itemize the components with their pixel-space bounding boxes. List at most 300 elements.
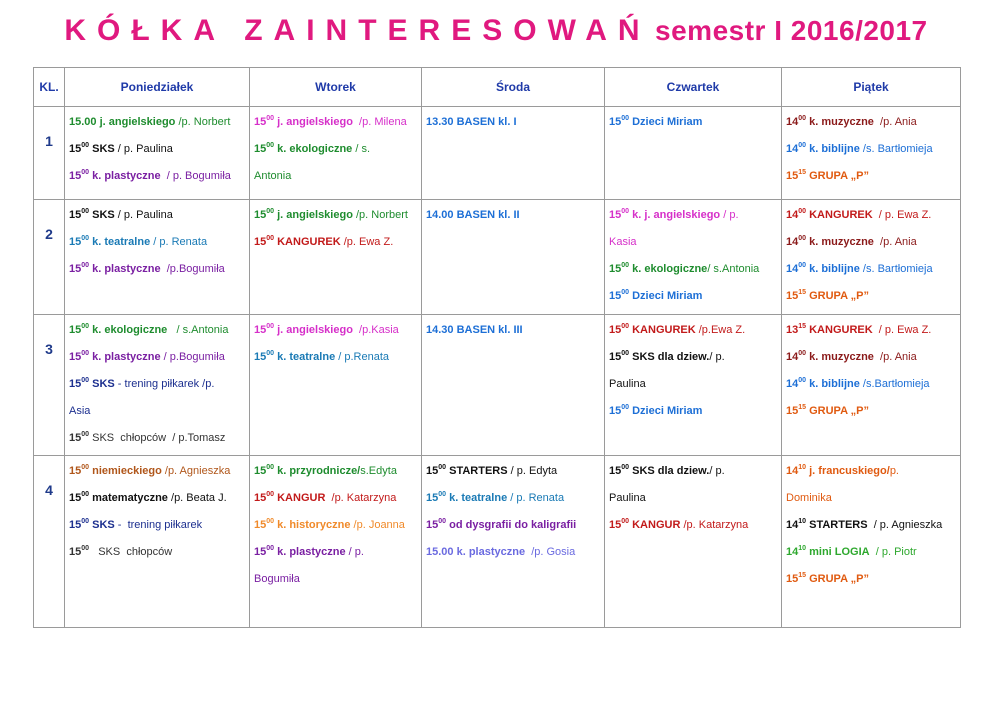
activity-teacher: p. Renata — [156, 236, 208, 248]
class-number: 4 — [45, 482, 53, 498]
activity-name: j. angielskiego — [277, 209, 353, 221]
activity-entry — [605, 344, 781, 371]
activity-time-minutes: 00 — [621, 323, 630, 330]
class-cell — [34, 200, 65, 315]
activity-teacher: p. Ewa Z. — [881, 324, 932, 336]
activity-time-minutes: 00 — [266, 115, 275, 122]
activity-name: k. teatralne — [92, 236, 151, 248]
activity-time: 15 — [69, 432, 82, 444]
activity-time-minutes: 00 — [438, 464, 447, 471]
activity-teacher: p. Joanna — [356, 519, 405, 531]
activity-teacher: p. Piotr — [878, 546, 917, 558]
activity-name: STARTERS — [449, 465, 508, 477]
schedule-cell — [782, 315, 961, 456]
activity-time: 15 — [609, 465, 622, 477]
activity-separator: / — [873, 351, 884, 363]
schedule-table — [33, 67, 961, 628]
activity-entry — [422, 512, 604, 539]
activity-time-minutes: 00 — [266, 208, 275, 215]
activity-teacher: s. Bartłomieja — [865, 263, 933, 275]
activity-time-minutes: 00 — [621, 518, 630, 525]
activity-separator: / — [114, 209, 121, 221]
activity-time: 15 — [254, 324, 267, 336]
activity-name: SKS — [92, 519, 115, 531]
activity-teacher: chłopców — [120, 546, 173, 558]
activity-entry — [605, 109, 781, 136]
activity-time: 15 — [254, 143, 267, 155]
activity-teacher: trening piłkarek — [121, 519, 203, 531]
activity-name: SKS dla dziew. — [632, 465, 710, 477]
activity-entry — [250, 566, 421, 593]
activity-name: k. ekologiczne — [92, 324, 168, 336]
activity-teacher: p.Kasia — [362, 324, 399, 336]
activity-separator: / — [345, 546, 352, 558]
activity-separator: / — [160, 170, 170, 182]
activity-time-minutes: 10 — [798, 518, 807, 525]
activity-entry — [782, 229, 960, 256]
activity-separator: / — [167, 492, 175, 504]
activity-time: 15 — [254, 492, 267, 504]
activity-time-minutes: 00 — [798, 235, 807, 242]
header-day: Wtorek — [250, 68, 422, 107]
activity-entry — [422, 202, 604, 229]
activity-name: k. plastyczne — [92, 263, 161, 275]
activity-teacher: p. Bogumiła — [169, 170, 231, 182]
activity-time-minutes: 15 — [798, 289, 807, 296]
activity-name: SKS — [92, 143, 115, 155]
activity-time-minutes: 00 — [798, 115, 807, 122]
activity-time: 15 — [254, 519, 267, 531]
activity-entry — [422, 317, 604, 344]
activity-name: KANGUREK — [277, 236, 341, 248]
activity-time: 14 — [786, 236, 799, 248]
activity-name: k. plastyczne — [92, 351, 161, 363]
activity-name: GRUPA „P” — [809, 290, 870, 302]
activity-time-minutes: 00 — [81, 235, 90, 242]
activity-entry — [605, 485, 781, 512]
activity-time: 14.30 — [426, 324, 454, 336]
header-day: Środa — [422, 68, 605, 107]
activity-separator: / — [325, 492, 335, 504]
activity-teacher: p. Norbert — [359, 209, 408, 221]
activity-time: 15 — [69, 263, 82, 275]
activity-name: KANGUREK — [632, 324, 696, 336]
activity-name: k. historyczne — [277, 519, 351, 531]
activity-entry — [65, 344, 249, 371]
activity-entry — [65, 202, 249, 229]
activity-name: KANGUREK — [809, 324, 873, 336]
activity-time: 15 — [69, 351, 82, 363]
activity-name: Dzieci Miriam — [632, 116, 703, 128]
activity-entry — [65, 256, 249, 283]
activity-entry — [605, 458, 781, 485]
activity-name: SKS — [92, 209, 115, 221]
schedule-cell — [65, 315, 250, 456]
activity-name: k. teatralne — [277, 351, 336, 363]
activity-entry — [605, 398, 781, 425]
activity-time: 15 — [254, 351, 267, 363]
activity-teacher: s.Edyta — [360, 465, 397, 477]
activity-time: 14 — [786, 116, 799, 128]
activity-teacher: s.Antonia — [710, 263, 760, 275]
activity-entry — [65, 539, 249, 566]
schedule-row — [34, 315, 961, 456]
page-title — [0, 14, 992, 48]
activity-time: 14 — [786, 263, 799, 275]
activity-time: 15 — [609, 290, 622, 302]
activity-separator: / — [859, 143, 866, 155]
activity-entry — [782, 458, 960, 485]
activity-entry — [782, 344, 960, 371]
activity-teacher: p. Beata J. — [174, 492, 227, 504]
activity-separator: / — [709, 465, 713, 477]
header-row — [34, 68, 961, 107]
activity-entry — [782, 539, 960, 566]
activity-time: 15 — [69, 170, 82, 182]
activity-teacher: Paulina — [609, 492, 646, 504]
activity-name: STARTERS — [809, 519, 868, 531]
activity-name: mini LOGIA — [809, 546, 870, 558]
activity-teacher: p. — [712, 465, 725, 477]
schedule-row — [34, 456, 961, 628]
activity-time: 14.00 — [426, 209, 454, 221]
activity-time: 14 — [786, 209, 799, 221]
schedule-cell — [250, 315, 422, 456]
activity-entry — [250, 344, 421, 371]
activity-time: 15 — [786, 290, 799, 302]
activity-name: matematyczne — [92, 492, 168, 504]
activity-time-minutes: 00 — [81, 377, 90, 384]
activity-entry — [65, 371, 249, 398]
schedule-cell — [250, 107, 422, 200]
activity-name: k. j. angielskiego — [632, 209, 721, 221]
activity-time-minutes: 00 — [266, 350, 275, 357]
activity-time: 15 — [69, 492, 82, 504]
activity-name: KANGUR — [632, 519, 681, 531]
activity-entry — [250, 163, 421, 190]
activity-name: k. plastyczne — [456, 546, 526, 558]
activity-entry — [65, 485, 249, 512]
activity-entry — [782, 109, 960, 136]
activity-name: j. angielskiego — [277, 116, 353, 128]
activity-time: 15 — [254, 465, 267, 477]
activity-separator: / — [150, 236, 157, 248]
schedule-cell — [605, 315, 782, 456]
activity-separator: / — [352, 116, 363, 128]
schedule-cell — [782, 200, 961, 315]
activity-name: j. francuskiego/ — [809, 465, 890, 477]
activity-teacher: p. — [726, 209, 739, 221]
activity-time: 15 — [69, 143, 82, 155]
class-cell — [34, 456, 65, 628]
activity-separator: / — [873, 236, 884, 248]
activity-name: k. ekologiczne — [277, 143, 353, 155]
schedule-cell — [422, 315, 605, 456]
activity-time: 15 — [254, 209, 267, 221]
activity-time-minutes: 00 — [266, 235, 275, 242]
activity-time-minutes: 00 — [81, 323, 90, 330]
activity-entry — [782, 256, 960, 283]
activity-entry — [782, 163, 960, 190]
activity-teacher: Antonia — [254, 170, 292, 182]
activity-time: 15 — [609, 351, 622, 363]
activity-entry — [782, 371, 960, 398]
activity-entry — [782, 485, 960, 512]
activity-separator: / — [872, 209, 882, 221]
activity-separator: / — [352, 324, 363, 336]
schedule-row — [34, 200, 961, 315]
activity-time-minutes: 00 — [621, 262, 630, 269]
activity-teacher: p. Gosia — [534, 546, 576, 558]
activity-time: 14 — [786, 519, 799, 531]
activity-time-minutes: 00 — [266, 491, 275, 498]
activity-time: 15 — [254, 116, 267, 128]
activity-separator: / — [873, 116, 884, 128]
activity-time-minutes: 00 — [81, 518, 90, 525]
activity-separator: SKS — [92, 432, 115, 444]
activity-entry — [605, 371, 781, 398]
activity-name: SKS — [92, 378, 115, 390]
activity-separator: / — [867, 519, 877, 531]
activity-separator: / — [175, 116, 182, 128]
activity-entry — [250, 202, 421, 229]
activity-entry — [250, 229, 421, 256]
activity-teacher: p. — [712, 351, 725, 363]
activity-time: 13.30 — [426, 116, 454, 128]
activity-teacher: s. Bartłomieja — [865, 143, 933, 155]
activity-entry — [605, 202, 781, 229]
activity-entry — [65, 512, 249, 539]
schedule-cell — [605, 456, 782, 628]
activity-entry — [605, 317, 781, 344]
activity-time: 15 — [69, 378, 82, 390]
activity-teacher: Kasia — [609, 236, 637, 248]
activity-teacher: p.Ewa Z. — [701, 324, 746, 336]
activity-teacher: p. Ania — [883, 351, 917, 363]
activity-time-minutes: 00 — [266, 142, 275, 149]
activity-separator: / — [160, 351, 167, 363]
activity-time-minutes: 00 — [81, 545, 90, 552]
activity-teacher: Asia — [69, 405, 91, 417]
activity-time: 15.00 — [69, 116, 97, 128]
activity-name: k. muzyczne — [809, 116, 874, 128]
activity-time-minutes: 00 — [266, 464, 275, 471]
schedule-row — [34, 107, 961, 200]
activity-time: 15 — [609, 116, 622, 128]
activity-time-minutes: 00 — [81, 142, 90, 149]
activity-name: k. przyrodnicze/ — [277, 465, 361, 477]
activity-time-minutes: 00 — [798, 208, 807, 215]
activity-time-minutes: 10 — [798, 545, 807, 552]
activity-time: 15.00 — [426, 546, 454, 558]
activity-name: od dysgrafii do kaligrafii — [449, 519, 577, 531]
activity-time-minutes: 00 — [266, 545, 275, 552]
activity-time: 14 — [786, 378, 799, 390]
activity-teacher: trening piłkarek /p. — [121, 378, 215, 390]
activity-time: 15 — [69, 236, 82, 248]
activity-time-minutes: 00 — [621, 404, 630, 411]
activity-entry — [65, 458, 249, 485]
activity-name: KANGUREK — [809, 209, 873, 221]
activity-name: SKS dla dziew. — [632, 351, 710, 363]
schedule-cell — [422, 200, 605, 315]
schedule-cell — [65, 200, 250, 315]
activity-teacher: p. Paulina — [120, 143, 173, 155]
activity-separator: - — [114, 519, 122, 531]
activity-time: 14 — [786, 143, 799, 155]
activity-separator: / — [114, 143, 121, 155]
activity-separator: / — [525, 546, 535, 558]
activity-time: 15 — [609, 519, 622, 531]
activity-teacher: p. Katarzyna — [686, 519, 749, 531]
activity-time-minutes: 00 — [81, 208, 90, 215]
activity-teacher: s.Bartłomieja — [865, 378, 930, 390]
activity-entry — [605, 256, 781, 283]
activity-name: j. angielskiego — [99, 116, 176, 128]
title-main: KÓŁKA ZAINTERESOWAŃ — [64, 14, 651, 47]
activity-entry — [65, 229, 249, 256]
activity-time-minutes: 00 — [621, 350, 630, 357]
activity-separator: / — [160, 263, 170, 275]
activity-teacher: Bogumiła — [254, 573, 300, 585]
activity-time: 15 — [426, 492, 439, 504]
activity-name: BASEN kl. III — [456, 324, 523, 336]
activity-time: 15 — [786, 170, 799, 182]
activity-name: niemieckiego — [92, 465, 162, 477]
activity-entry — [65, 398, 249, 425]
activity-teacher: p. Paulina — [120, 209, 173, 221]
activity-separator: / — [350, 519, 357, 531]
schedule-cell — [422, 456, 605, 628]
activity-teacher: p. — [351, 546, 364, 558]
activity-entry — [65, 425, 249, 452]
activity-entry — [250, 539, 421, 566]
activity-entry — [250, 458, 421, 485]
activity-teacher: p.Renata — [341, 351, 390, 363]
activity-separator: / — [167, 324, 180, 336]
schedule-cell — [250, 456, 422, 628]
activity-time-minutes: 00 — [81, 464, 90, 471]
activity-separator: / — [859, 378, 866, 390]
activity-teacher: p. Renata — [513, 492, 565, 504]
schedule-cell — [605, 107, 782, 200]
activity-time-minutes: 00 — [621, 115, 630, 122]
activity-time-minutes: 10 — [798, 464, 807, 471]
activity-name: k. plastyczne — [92, 170, 161, 182]
activity-time-minutes: 00 — [798, 262, 807, 269]
activity-time: 15 — [609, 263, 622, 275]
activity-teacher: p. Ania — [883, 116, 917, 128]
class-number: 2 — [45, 226, 53, 242]
activity-name: k. muzyczne — [809, 351, 874, 363]
activity-time-minutes: 00 — [81, 431, 90, 438]
activity-time: 14 — [786, 546, 799, 558]
activity-time: 15 — [786, 405, 799, 417]
activity-time-minutes: 15 — [798, 404, 807, 411]
activity-entry — [65, 136, 249, 163]
activity-entry — [250, 136, 421, 163]
activity-name: k. biblijne — [809, 143, 860, 155]
activity-separator: / — [335, 351, 342, 363]
activity-separator: / — [707, 263, 711, 275]
activity-entry — [65, 317, 249, 344]
class-number: 1 — [45, 133, 53, 149]
activity-entry — [782, 202, 960, 229]
class-number: 3 — [45, 341, 53, 357]
class-cell — [34, 315, 65, 456]
activity-time-minutes: 00 — [621, 289, 630, 296]
activity-separator: / — [161, 465, 168, 477]
activity-entry — [422, 485, 604, 512]
header-day: Czwartek — [605, 68, 782, 107]
activity-entry — [605, 283, 781, 310]
activity-entry — [782, 317, 960, 344]
activity-entry — [250, 485, 421, 512]
activity-time: 15 — [69, 324, 82, 336]
activity-name: k. plastyczne — [277, 546, 346, 558]
activity-separator: / — [507, 492, 514, 504]
activity-time-minutes: 00 — [438, 518, 447, 525]
activity-entry — [250, 109, 421, 136]
activity-separator: / — [340, 236, 347, 248]
schedule-cell — [250, 200, 422, 315]
schedule-cell — [422, 107, 605, 200]
activity-entry — [422, 458, 604, 485]
activity-name: GRUPA „P” — [809, 405, 870, 417]
activity-teacher: p. Ania — [883, 236, 917, 248]
activity-teacher: Paulina — [609, 378, 646, 390]
activity-time-minutes: 00 — [266, 518, 275, 525]
activity-time: 15 — [609, 405, 622, 417]
activity-time: 15 — [69, 519, 82, 531]
activity-time: 15 — [786, 573, 799, 585]
activity-time-minutes: 00 — [798, 350, 807, 357]
activity-time: 15 — [426, 465, 439, 477]
activity-teacher: chłopców / p.Tomasz — [114, 432, 226, 444]
activity-name: GRUPA „P” — [809, 170, 870, 182]
schedule-cell — [65, 107, 250, 200]
activity-entry — [782, 398, 960, 425]
activity-separator: / — [859, 263, 866, 275]
activity-time: 14 — [786, 465, 799, 477]
schedule-cell — [65, 456, 250, 628]
activity-name: GRUPA „P” — [809, 573, 870, 585]
activity-separator: / — [352, 143, 359, 155]
activity-teacher: p. Agnieszka — [876, 519, 943, 531]
activity-entry — [65, 163, 249, 190]
activity-teacher: p. Norbert — [181, 116, 231, 128]
activity-time-minutes: 00 — [621, 464, 630, 471]
activity-teacher: s.Antonia — [179, 324, 229, 336]
schedule-cell — [782, 456, 961, 628]
activity-teacher: p. Agnieszka — [167, 465, 231, 477]
activity-time: 15 — [426, 519, 439, 531]
activity-time: 15 — [609, 209, 622, 221]
activity-name: BASEN kl. II — [456, 209, 520, 221]
activity-entry — [605, 512, 781, 539]
activity-teacher: p. Milena — [362, 116, 407, 128]
activity-entry — [782, 566, 960, 593]
activity-time-minutes: 15 — [798, 169, 807, 176]
activity-time: 15 — [69, 465, 82, 477]
activity-entry — [422, 539, 604, 566]
activity-teacher: p.Bogumiła — [166, 351, 225, 363]
activity-separator: / — [872, 324, 882, 336]
activity-teacher: p. Ewa Z. — [346, 236, 394, 248]
schedule-cell — [605, 200, 782, 315]
activity-entry — [782, 283, 960, 310]
activity-time-minutes: 00 — [438, 491, 447, 498]
